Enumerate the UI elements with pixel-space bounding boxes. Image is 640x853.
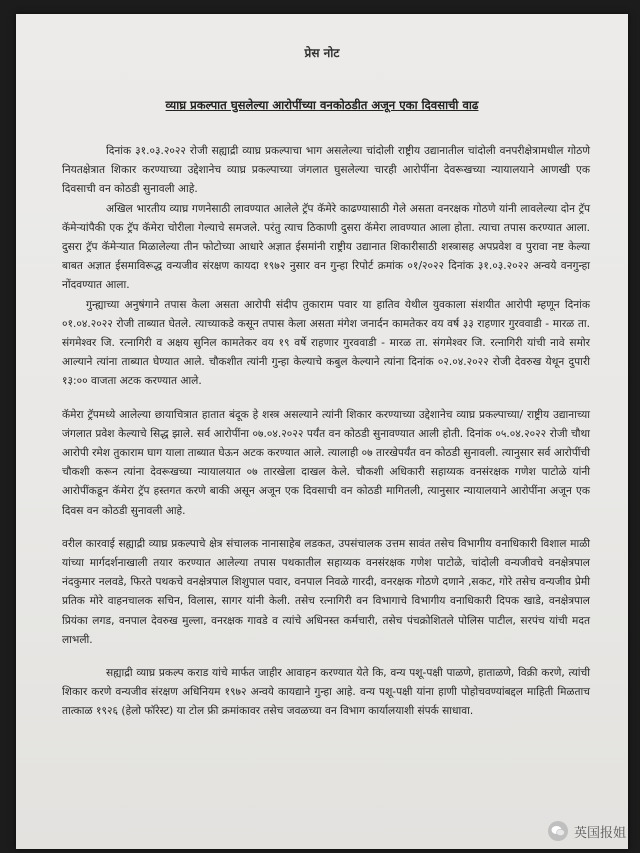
document-body	[62, 142, 590, 736]
wechat-account-icon	[548, 821, 568, 841]
paragraph-3: गुन्ह्याच्या अनुषंगाने तपास केला असता आरोपी संदीप तुकाराम पवार या हातिव येथील युवकाला संशयीत आरोपी म्हणून दिनांक ०१.०४.२०२२ रोजी ताब्यात घेतले. त्याच्याकडे कसून तपास केला असता मंगेश जनार्दन कामतेकर वय वर्ष ३३ राहणार गुरववाडी - मारळ ता. संगमेश्वर जि. रत्नागिरी व अक्षय सुनिल कामतेकर वय १९ वर्षे राहणार गुरववाडी - मारळ ता. संगमेश्वर जि. रत्नागिरी यांची नावे समोर आल्याने त्यांना ताब्यात घेण्यात आले. चौकशीत त्यांनी गुन्हा केल्याचे कबुल केल्याने त्यांना दिनांक ०२.०४.२०२२ रोजी देवरुख येथून दुपारी १३:०० वाजता अटक करण्यात आले.	[62, 298, 590, 388]
watermark-text: 英国报姐	[573, 825, 626, 841]
document-subject: व्याघ्र प्रकल्पात घुसलेल्या आरोपींच्या वनकोठडीत अजून एका दिवसाची वाढ	[165, 98, 479, 112]
watermark	[548, 821, 626, 841]
paragraph-1: दिनांक ३१.०३.२०२२ रोजी सह्याद्री व्याघ्र प्रकल्पाचा भाग असलेल्या चांदोली राष्ट्रीय उद्यानातील चांदोली वनपरीक्षेत्रामधील गोठणे नियतक्षेत्रात शिकार करण्याच्या उद्देशानेच व्याघ्र प्रकल्पाच्या जंगलात घुसलेल्या चारही आरोपींना देवरूखच्या न्यायालयाने आणखी एक दिवसाची वन कोठडी सुनावली आहे.	[62, 145, 590, 196]
paragraph-5: वरील कारवाई सह्याद्री व्याघ्र प्रकल्पाचे क्षेत्र संचालक नानासाहेब लडकत, उपसंचालक उत्तम सावंत तसेच विभागीय वनाधिकारी विशाल माळी यांच्या मार्गदर्शनाखाली तयार करण्यात आलेल्या तपास पथकातील सहाय्यक वनसंरक्षक गणेश पाटोळे, चांदोली वन्यजीवचे वनक्षेत्रपाल नंदकुमार नलवडे, फिरते पथकचे वनक्षेत्रपाल शिशुपाल पवार, वनपाल निवळे गारदी, वनरक्षक गोठणे दणाने ,सकट, गोरे तसेच वन्यजीव प्रेमी प्रतिक मोरे वाहनचालक सचिन, विलास, सागर यांनी केली. तसेच रत्नागिरी वन विभागाचे विभागीय वनाधिकारी दिपक खाडे, वनक्षेत्रपाल प्रियंका लगड, वनपाल देवरुख मुल्ला, वनरक्षक गावडे व त्यांचे अधिनस्त कर्मचारी, तसेच पंचक्रोशितले पोलिस पाटील, सरपंच यांची मदत लाभली.	[62, 537, 590, 646]
paragraph-2: अखिल भारतीय व्याघ्र गणनेसाठी लावण्यात आलेले ट्रॅप कॅमेरे काढण्यासाठी गेले असता वनरक्षक गोठणे यांनी लावलेल्या दोन ट्रॅप कॅमेऱ्यांपैकी एक ट्रॅप कॅमेरा चोरीला गेल्याचे समजले. परंतु त्याच ठिकाणी दुसरा कॅमेरा लावण्यात आला होता. त्याचा तपास करण्यात आला. दुसरा ट्रॅप कॅमेऱ्यात मिळालेल्या तीन फोटोच्या आधारे अज्ञात ईसमांनी राष्ट्रीय उद्यानात शिकारीसाठी शस्त्रासह अपप्रवेश व पुरावा नष्ट केल्या बाबत अज्ञात ईसमाविरूद्ध वन्यजीव संरक्षण कायदा १९७२ नुसार वन गुन्हा रिपोर्ट क्रमांक ०१/२०२२ दिनांक ३१.०३.२०२२ अन्वये वनगुन्हा नोंदवण्यात आला.	[62, 202, 590, 292]
press-note-page	[16, 14, 628, 849]
paragraph-4: कॅमेरा ट्रॅपमध्ये आलेल्या छायाचित्रात हातात बंदूक हे शस्त्र असल्याने त्यांनी शिकार करण्याच्या उद्देशानेच व्याघ्र प्रकल्पाच्या/ राष्ट्रीय उद्यानाच्या जंगलात प्रवेश केल्याचे सिद्ध झाले. सर्व आरोपींना ०७.०४.२०२२ पर्यंत वन कोठडी सुनावण्यात आली होती. दिनांक ०५.०४.२०२२ रोजी चौथा आरोपी रमेश तुकाराम घाग याला ताब्यात घेऊन अटक करण्यात आले. त्यालाही ०७ तारखेपर्यंत वन कोठडी सुनावली. त्यानुसार सर्व आरोपींची चौकशी करून त्यांना देवरूखच्या न्यायालयात ०७ तारखेला दाखल केले. चौकशी अधिकारी सहाय्यक वनसंरक्षक गणेश पाटोळे यांनी आरोपींकडून कॅमेरा ट्रॅप हस्तगत करणे बाकी असून अजून एक दिवसाची वन कोठडी मागितली, त्यानुसार न्यायालयाने आरोपींना अजून एक दिवस वन कोठडी सुनावली आहे.	[62, 408, 590, 517]
paragraph-6: सह्याद्री व्याघ्र प्रकल्प कराड यांचे मार्फत जाहीर आवाहन करण्यात येते कि, वन्य पशू-पक्षी पाळणे, हाताळणे, विक्री करणे, त्यांची शिकार करणे वन्यजीव संरक्षण अधिनियम १९७२ अन्वये कायद्याने गुन्हा आहे. वन्य पशू-पक्षी यांना हाणी पोहोचवण्यांबद्दल माहिती मिळताच तात्काळ १९२६ (हेलो फॉरेस्ट) या टोल फ्री क्रमांकावर तसेच जवळच्या वन विभाग कार्यालयाशी संपर्क साधावा.	[62, 667, 590, 718]
document-heading: प्रेस नोट	[304, 46, 340, 60]
